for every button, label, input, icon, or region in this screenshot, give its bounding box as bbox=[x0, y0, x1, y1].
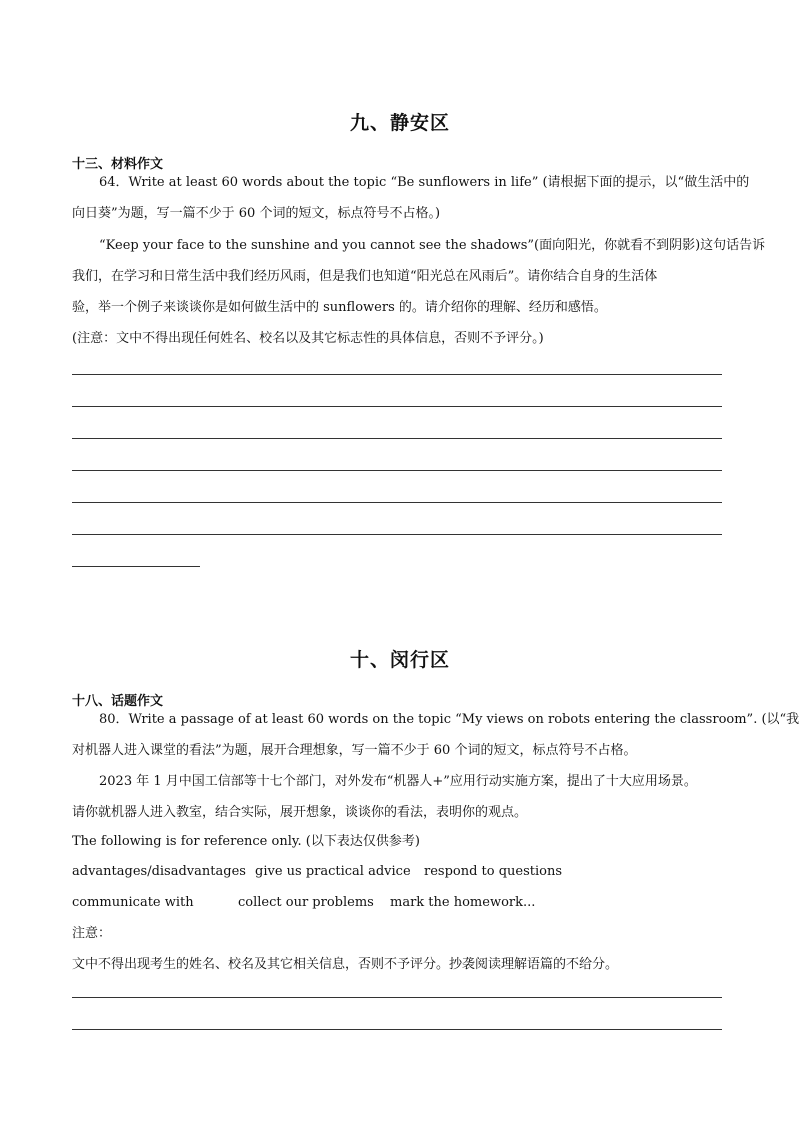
reference-phrase: respond to questions bbox=[424, 864, 563, 879]
reference-phrase: collect our problems bbox=[238, 895, 374, 910]
reference-phrase: give us practical advice bbox=[255, 864, 411, 879]
answer-line bbox=[72, 1029, 722, 1030]
section-title-jingan: 九、静安区 bbox=[349, 112, 450, 134]
prompt-line-1: 64．Write at least 60 words about the topic “Be sunflowers in life” (请根据下面的提示，以“做生活中的 bbox=[99, 175, 750, 190]
prompt-note: (注意：文中不得出现任何姓名、校名以及其它标志性的具体信息，否则不予评分。) bbox=[72, 331, 544, 346]
note-text: 文中不得出现考生的姓名、校名及其它相关信息，否则不予评分。抄袭阅读理解语篇的不给分。 bbox=[72, 957, 619, 972]
reference-phrase: communicate with bbox=[72, 895, 194, 910]
prompt-line-5: 验，举一个例子来谈谈你是如何做生活中的 sunflowers 的。请介绍你的理解、经历和感悟。 bbox=[72, 300, 607, 315]
prompt-line-2: 向日葵”为题，写一篇不少于 60 个词的短文，标点符号不占格。) bbox=[72, 206, 441, 221]
prompt-line-4: 请你就机器人进入教室，结合实际，展开想象，谈谈你的看法，表明你的观点。 bbox=[72, 805, 528, 820]
reference-phrase: mark the homework... bbox=[390, 895, 536, 910]
section-title-minhang: 十、闵行区 bbox=[349, 649, 450, 671]
subheading-material-writing: 十三、材料作文 bbox=[72, 157, 164, 172]
prompt-line-2: 对机器人进入课堂的看法”为题，展开合理想象，写一篇不少于 60 个词的短文，标点符号不占格。 bbox=[72, 743, 637, 758]
answer-line bbox=[72, 438, 722, 439]
prompt-line-3: “Keep your face to the sunshine and you cannot see the shadows”(面向阳光，你就看不到阴影)这句话告诉 bbox=[99, 238, 766, 253]
note-label: 注意： bbox=[72, 926, 112, 941]
reference-phrase: advantages/disadvantages bbox=[72, 864, 246, 879]
answer-line bbox=[72, 534, 722, 535]
reference-intro: The following is for reference only. (以下表达仅供参考) bbox=[72, 834, 420, 849]
answer-line bbox=[72, 997, 722, 998]
subheading-topic-writing: 十八、话题作文 bbox=[72, 694, 164, 709]
answer-line bbox=[72, 502, 722, 503]
answer-line bbox=[72, 406, 722, 407]
answer-line bbox=[72, 470, 722, 471]
prompt-line-3: 2023 年 1 月中国工信部等十七个部门，对外发布“机器人+”应用行动实施方案，提出了十大应用场景。 bbox=[99, 774, 697, 789]
prompt-line-1: 80．Write a passage of at least 60 words on the topic “My views on robots entering the classroom”. (以“我 bbox=[99, 712, 800, 727]
prompt-line-4: 我们，在学习和日常生活中我们经历风雨，但是我们也知道“阳光总在风雨后”。请你结合自身的生活体 bbox=[72, 269, 658, 284]
answer-line-short bbox=[72, 566, 200, 567]
answer-line bbox=[72, 374, 722, 375]
